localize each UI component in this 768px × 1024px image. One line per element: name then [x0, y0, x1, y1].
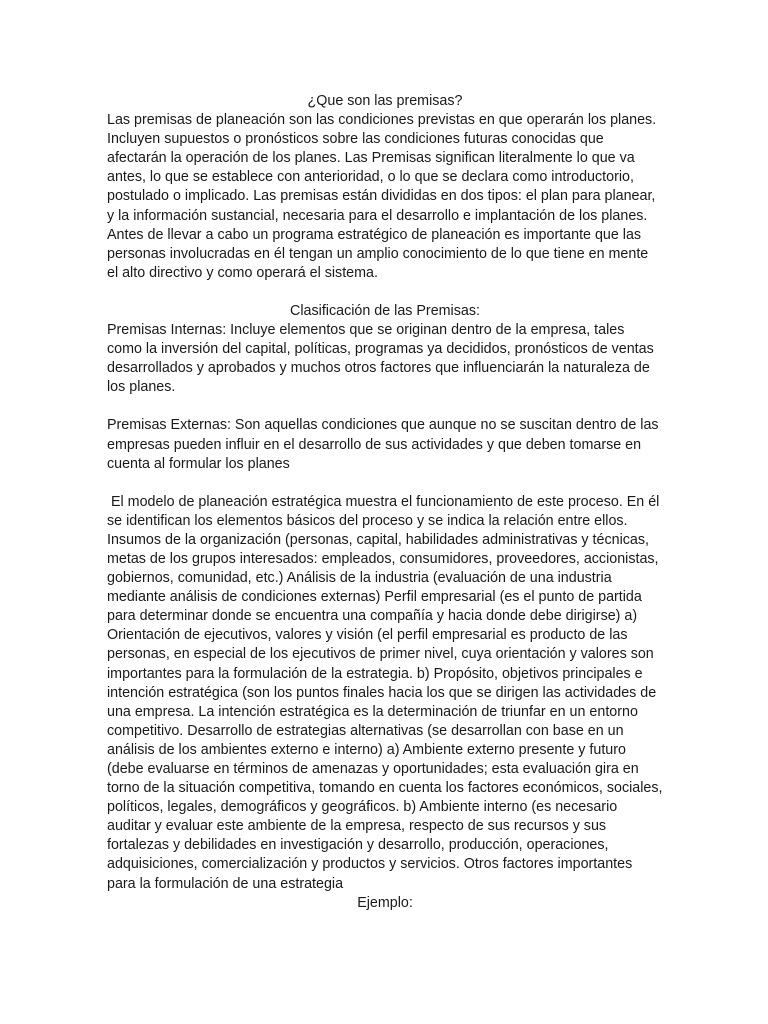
- document-page: [107, 92, 663, 913]
- example-label: Ejemplo:: [357, 894, 413, 911]
- external-premises-paragraph: Premisas Externas: Son aquellas condiciones que aunque no se suscitan dentro de las empresas pueden influir en el desarrollo de sus actividades y que deben tomarse en cuenta al formular los planes: [107, 417, 659, 472]
- paragraph-spacer: [107, 474, 663, 493]
- intro-paragraph: Las premisas de planeación son las condiciones previstas en que operarán los planes. Incluyen supuestos o pronósticos sobre las condiciones futuras conocidas que afectarán la operación de los planes. Las Premisas significan literalmente lo que va antes, lo que se establece con anterioridad, o lo que se declara como introductorio, postulado o implicado. Las premisas están divididas en dos tipos: el plan para planear, y la información sustancial, necesaria para el desarrollo e implantación de los planes. Antes de llevar a cabo un programa estratégico de planeación es importante que las personas involucradas en él tengan un amplio conocimiento de lo que tiene en mente el alto directivo y como operará el sistema.: [107, 112, 657, 281]
- strategic-model-paragraph: [107, 493, 663, 894]
- internal-premises-paragraph: Premisas Internas: Incluye elementos que se originan dentro de la empresa, tales como la inversión del capital, políticas, programas ya decididos, pronósticos de ventas desarrollados y aprobados y muchos otros factores que influenciarán la naturaleza de los planes.: [107, 322, 654, 396]
- paragraph-spacer: [107, 283, 663, 302]
- paragraph-spacer: [107, 397, 663, 416]
- document-title: ¿Que son las premisas?: [307, 93, 463, 109]
- classification-heading: Clasificación de las Premisas:: [290, 302, 480, 319]
- strategic-model-text: El modelo de planeación estratégica muestra el funcionamiento de este proceso. En él se identifican los elementos básicos del proceso y se indica la relación entre ellos. Insumos de la organización (personas, capital, habilidades administrativas y técnicas, metas de los grupos interesados: empleados, consumidores, proveedores, accionistas, gobiernos, comunidad, etc.) Análisis de la industria (evaluación de una industria mediante análisis de condiciones externas) Perfil empresarial (es el punto de partida para determinar donde se encuentra una compañía y hacia donde debe dirigirse) a) Orientación de ejecutivos, valores y visión (el perfil empresarial es producto de las personas, en especial de los ejecutivos de primer nivel, cuya orientación y valores son importantes para la formulación de la estrategia. b) Propósito, objetivos principales e intención estratégica (son los puntos finales hacia los que se dirigen las actividades de una empresa. La intención estratégica es la determinación de triunfar en un entorno competitivo. Desarrollo de estrategias alternativas (se desarrollan con base en un análisis de los ambientes externo e interno) a) Ambiente externo presente y futuro (debe evaluarse en términos de amenazas y oportunidades; esta evaluación gira en torno de la situación competitiva, tomando en cuenta los factores económicos, sociales, políticos, legales, demográficos y geográficos. b) Ambiente interno (es necesario auditar y evaluar este ambiente de la empresa, respecto de sus recursos y sus fortalezas y debilidades en investigación y desarrollo, producción, operaciones, adquisiciones, comercialización y productos y servicios. Otros factores importantes para la formulación de una estrategia: [107, 493, 663, 892]
